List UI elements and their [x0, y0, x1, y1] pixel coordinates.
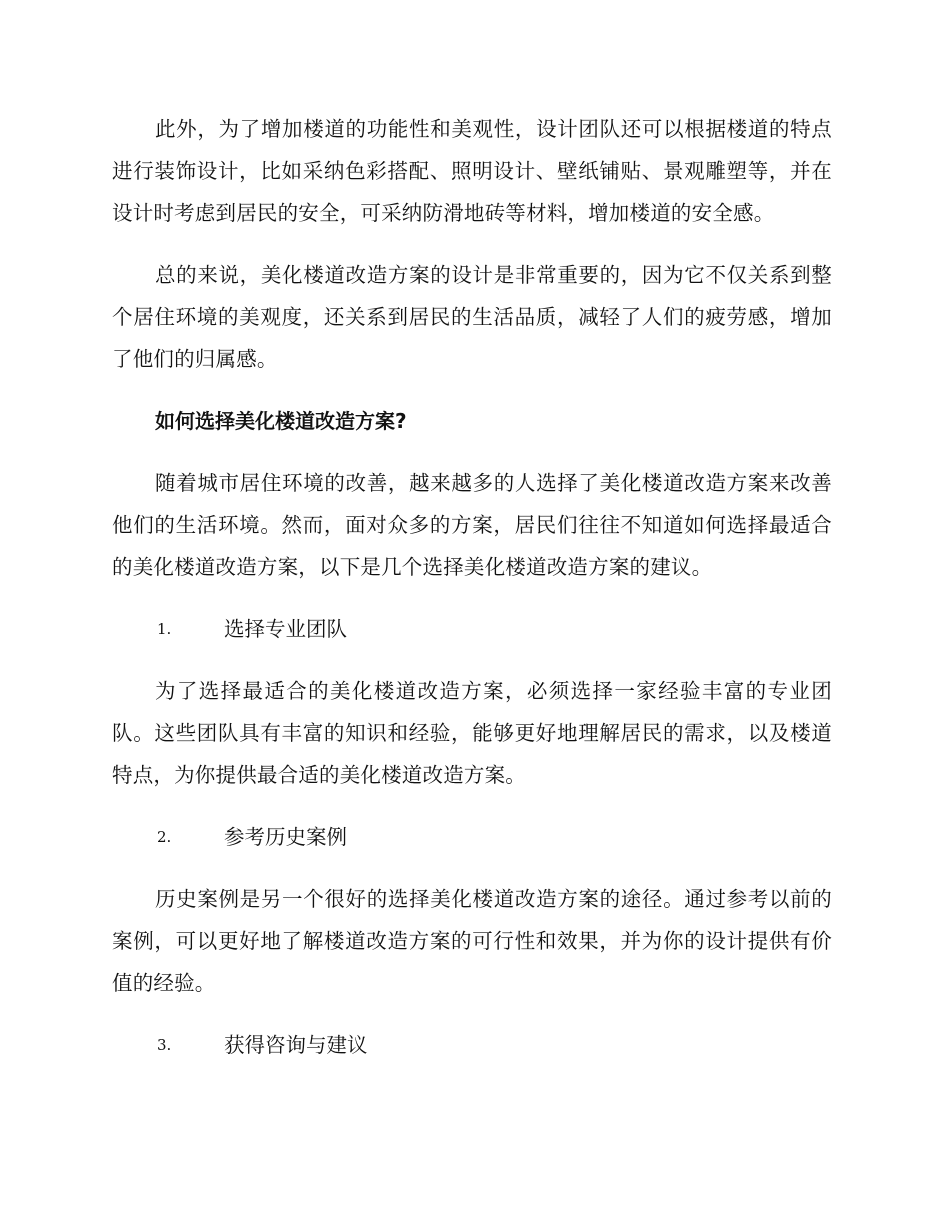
paragraph-history-cases: 历史案例是另一个很好的选择美化楼道改造方案的途径。通过参考以前的案例，可以更好地了解楼道改造方案的可行性和效果，并为你的设计提供有价值的经验。	[112, 887, 832, 995]
list-number: 2.	[157, 828, 172, 846]
paragraph-intro: 随着城市居住环境的改善，越来越多的人选择了美化楼道改造方案来改善他们的生活环境。然而，面对众多的方案，居民们往往不知道如何选择最适合的美化楼道改造方案，以下是几个选择美化楼道改造方案的建议。	[112, 471, 832, 579]
list-text: 参考历史案例	[224, 825, 347, 849]
list-number: 3.	[157, 1036, 172, 1054]
paragraph-professional-team: 为了选择最适合的美化楼道改造方案，必须选择一家经验丰富的专业团队。这些团队具有丰富的知识和经验，能够更好地理解居民的需求，以及楼道特点，为你提供最合适的美化楼道改造方案。	[112, 679, 832, 787]
list-number: 1.	[157, 620, 172, 638]
list-text: 获得咨询与建议	[224, 1033, 368, 1057]
paragraph-summary: 总的来说，美化楼道改造方案的设计是非常重要的，因为它不仅关系到整个居住环境的美观度，还关系到居民的生活品质，减轻了人们的疲劳感，增加了他们的归属感。	[112, 263, 832, 371]
section-heading: 如何选择美化楼道改造方案?	[155, 409, 407, 433]
paragraph-decoration: 此外，为了增加楼道的功能性和美观性，设计团队还可以根据楼道的特点进行装饰设计，比如采纳色彩搭配、照明设计、壁纸铺贴、景观雕塑等，并在设计时考虑到居民的安全，可采纳防滑地砖等材料，增加楼道的安全感。	[112, 117, 832, 225]
list-item-3	[112, 1024, 832, 1066]
list-text: 选择专业团队	[224, 617, 347, 641]
list-item-1	[112, 608, 832, 650]
document-page	[112, 108, 832, 1086]
list-item-2	[112, 816, 832, 858]
